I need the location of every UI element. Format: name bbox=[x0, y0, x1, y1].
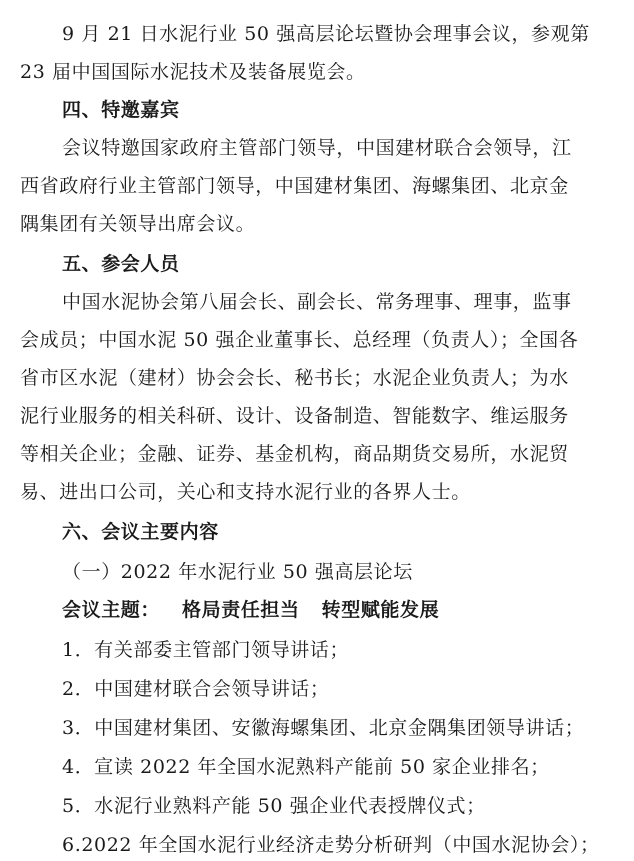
theme-part-a: 格局责任担当 bbox=[182, 599, 300, 621]
section-heading-5: 五、参会人员 bbox=[62, 253, 180, 275]
agenda-item: 6.2022 年全国水泥行业经济走势分析研判（中国水泥协会）； bbox=[62, 834, 600, 856]
paragraph-line: 省市区水泥（建材）协会会长、秘书长；水泥企业负责人；为水 bbox=[20, 367, 569, 389]
agenda-item: 1．有关部委主管部门领导讲话； bbox=[62, 639, 350, 661]
agenda-item: 3．中国建材集团、安徽海螺集团、北京金隅集团领导讲话； bbox=[62, 717, 585, 739]
meeting-theme bbox=[62, 598, 634, 622]
paragraph-line: 易、进出口公司，关心和支持水泥行业的各界人士。 bbox=[20, 481, 471, 503]
paragraph-line: 西省政府行业主管部门领导，中国建材集团、海螺集团、北京金 bbox=[20, 175, 569, 197]
paragraph-line: 泥行业服务的相关科研、设计、设备制造、智能数字、维运服务 bbox=[20, 405, 569, 427]
paragraph-line: 等相关企业；金融、证券、基金机构，商品期货交易所，水泥贸 bbox=[20, 443, 569, 465]
section-heading-6: 六、会议主要内容 bbox=[62, 521, 219, 543]
subsection-heading: （一）2022 年水泥行业 50 强高层论坛 bbox=[62, 561, 413, 583]
paragraph-line: 中国水泥协会第八届会长、副会长、常务理事、理事，监事 bbox=[62, 291, 572, 313]
paragraph-line: 隅集团有关领导出席会议。 bbox=[20, 213, 256, 235]
theme-part-b: 转型赋能发展 bbox=[321, 599, 440, 621]
theme-label: 会议主题： bbox=[62, 599, 161, 621]
agenda-item: 5．水泥行业熟料产能 50 强企业代表授牌仪式； bbox=[62, 795, 486, 817]
paragraph-line: 会成员；中国水泥 50 强企业董事长、总经理（负责人）；全国各 bbox=[20, 329, 579, 351]
agenda-item: 2．中国建材联合会领导讲话； bbox=[62, 678, 330, 700]
section-heading-4: 四、特邀嘉宾 bbox=[62, 99, 180, 121]
paragraph-line: 23 届中国国际水泥技术及装备展览会。 bbox=[20, 61, 366, 83]
paragraph-line: 9 月 21 日水泥行业 50 强高层论坛暨协会理事会议，参观第 bbox=[62, 23, 590, 45]
agenda-item: 4．宣读 2022 年全国水泥熟料产能前 50 家企业排名； bbox=[62, 756, 550, 778]
paragraph-line: 会议特邀国家政府主管部门领导，中国建材联合会领导，江 bbox=[62, 137, 572, 159]
